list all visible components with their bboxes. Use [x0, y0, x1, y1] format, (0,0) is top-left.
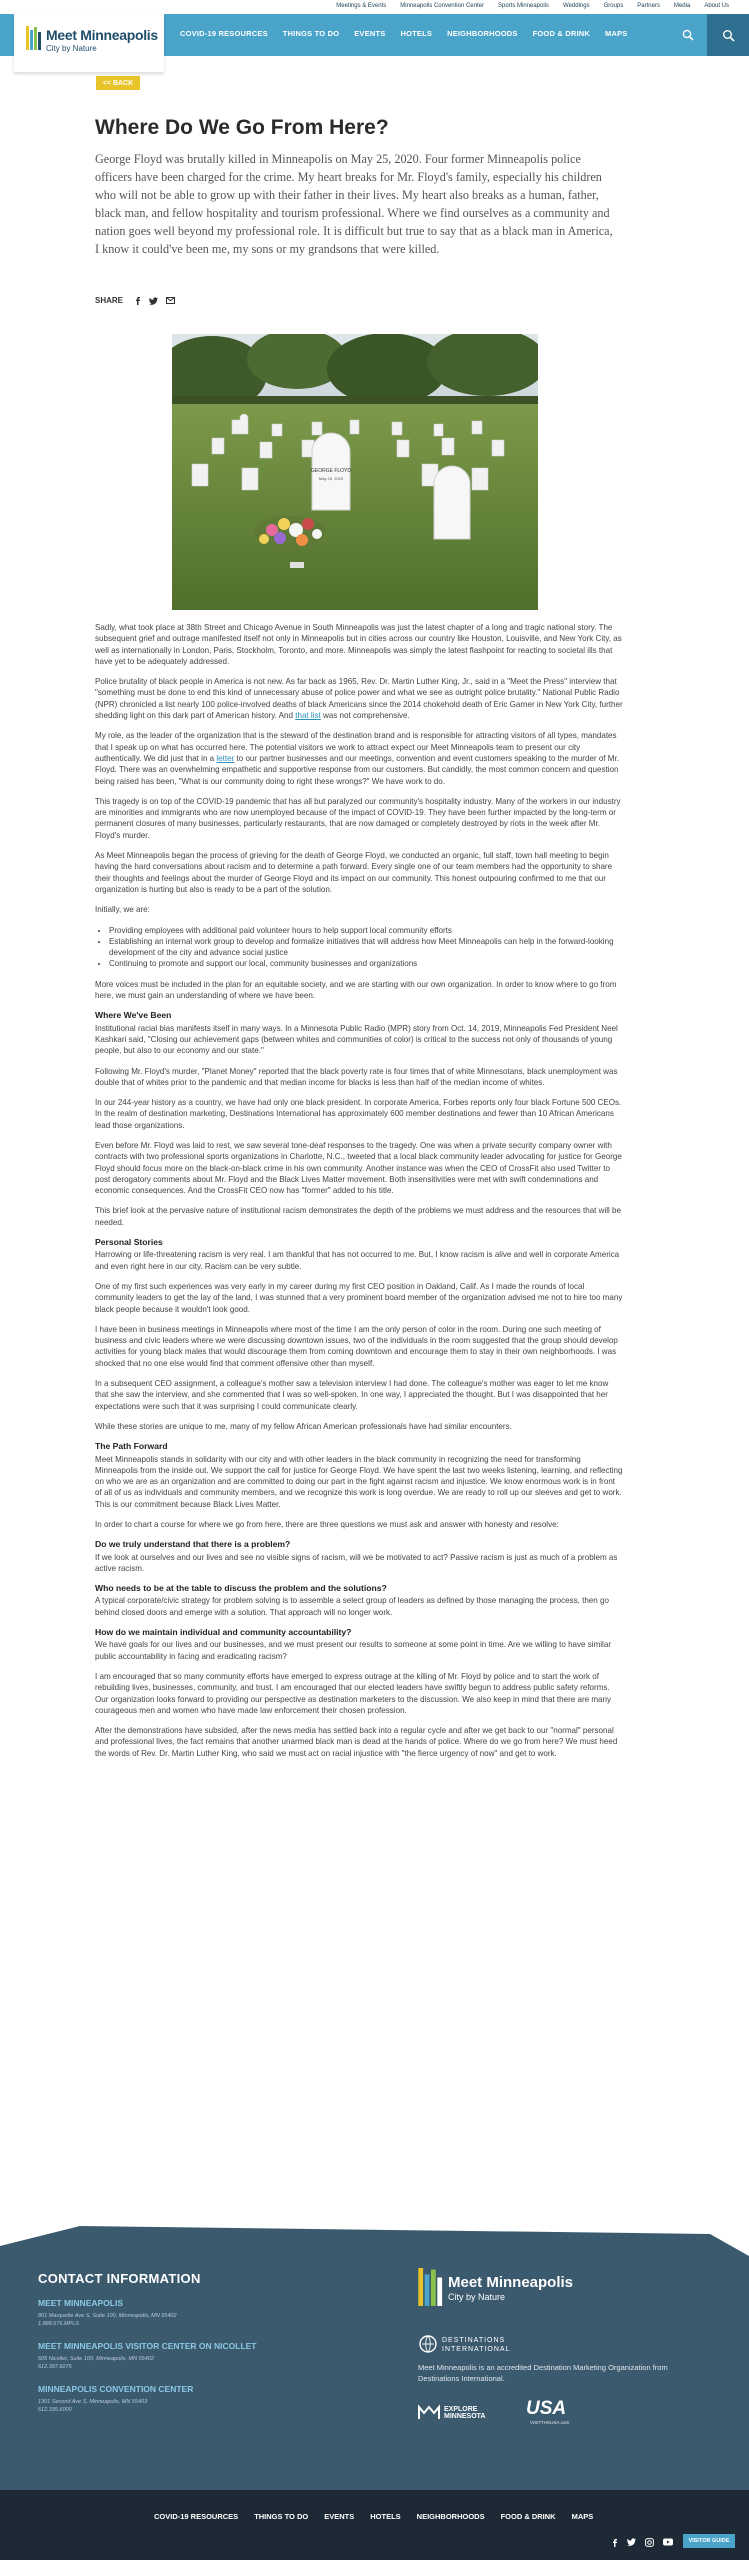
back-button[interactable]: << BACK [96, 76, 140, 90]
contact-block [38, 2298, 257, 2327]
utility-link-convention-center[interactable]: Minneapolis Convention Center [400, 3, 484, 9]
accreditation-text: Meet Minneapolis is an accredited Destination Marketing Organization from Destinations International. [418, 2363, 668, 2383]
youtube-icon[interactable] [663, 2538, 673, 2546]
article-paragraph: Institutional racial bias manifests itself in many ways. In a Minnesota Public Radio (MPR) story from Oct. 14, 2019, Minneapolis Fed President Neel Kashkari said, "Closing our achievement gaps (between whites and communities of color) is critical to the success not only of thousands of young people, but also to our economy and our state." [95, 1023, 618, 1056]
section-heading: Personal Stories [95, 1237, 163, 1248]
contact-name[interactable]: MINNEAPOLIS CONVENTION CENTER [38, 2384, 194, 2394]
logo-mark-icon [26, 26, 42, 50]
share-bar [95, 296, 175, 305]
hero-image-memorial [172, 334, 538, 610]
menu-icon [722, 29, 735, 42]
contact-address: 1301 Second Ave S, Minneapolis, MN 55403 [38, 2399, 148, 2405]
footer-nav-neighborhoods[interactable]: NEIGHBORHOODS [416, 2512, 485, 2521]
headstone-date: May 25, 2020 [318, 476, 344, 481]
utility-link-weddings[interactable]: Weddings [563, 3, 590, 9]
footer-logo-title: Meet Minneapolis [448, 2274, 574, 2291]
article-paragraph: After the demonstrations have subsided, after the news media has settled back into a regular cycle and after we get back to our "normal" personal and professional lives, the fact remains that another unarmed black man is dead at the hands of police. Where do we go from here? We must heed the words of Rev. Dr. Martin Luther King, who said we must act on racial injustice with "the fierce urgency of now" and get to work. [95, 1726, 618, 1758]
email-icon[interactable] [166, 297, 175, 304]
footer-logo-subtitle: City by Nature [448, 2292, 506, 2302]
footer-nav-food-drink[interactable]: FOOD & DRINK [500, 2512, 556, 2521]
footer-bottom-bar [0, 2490, 749, 2560]
facebook-icon[interactable] [134, 296, 141, 305]
utility-link-groups[interactable]: Groups [603, 3, 624, 9]
utility-link-media[interactable]: Media [673, 3, 691, 9]
article-paragraph: A typical corporate/civic strategy for problem solving is to assemble a select group of leaders as defined by those managing the process, then go behind closed doors and emerge with a solution. That approach will no longer work. [95, 1596, 609, 1617]
list-item: • Establishing an internal work group to develop and formalize initiatives that will address how Meet Minneapolis can help in the forward-looking development of the city and advance social justice [109, 936, 623, 959]
search-button[interactable] [669, 14, 707, 56]
question-heading: How do we maintain individual and community accountability? [95, 1627, 352, 1638]
article-paragraph: Initially, we are: [95, 905, 150, 915]
lead-paragraph: George Floyd was brutally killed in Minneapolis on May 25, 2020. Four former Minneapolis police officers have been charged for the crime. My heart breaks for Mr. Floyd's family, especially his children who will not be able to grow up with their father in their lives. My heart also breaks as a human, father, black man, and fellow hospitality and tourism professional. Where we find ourselves as a community and nation goes well beyond my professional role. It is difficult but true to say that as a black man in America, I know it could've been me, my sons or my grandsons that were killed. [95, 152, 613, 256]
nav-item-things-to-do[interactable]: THINGS TO DO [282, 29, 340, 38]
footer-nav-covid[interactable]: COVID-19 RESOURCES [154, 2512, 239, 2521]
list-item: • Continuing to promote and support our local, community businesses and organizations [109, 958, 623, 969]
article-paragraph: More voices must be included in the plan for an equitable society, and we are starting with our own organization. In order to know where to go from here, we must gain an understanding of where we have been. [95, 979, 617, 1001]
question-heading: Who needs to be at the table to discuss the problem and the solutions? [95, 1583, 387, 1594]
article-paragraph: Harrowing or life-threatening racism is very real. I am thankful that has not occurred to me. But, I know racism is alive and well in corporate America and even right here in our city. Racism can be very subtle. [95, 1250, 620, 1271]
article-body [95, 622, 623, 1768]
nav-item-hotels[interactable]: HOTELS [400, 29, 433, 38]
headstone-name: GEORGE FLOYD [310, 468, 352, 474]
contact-phone[interactable]: 612.335.6000 [38, 2407, 72, 2413]
destinations-international-text: DESTINATIONS INTERNATIONAL [442, 2337, 511, 2353]
instagram-icon[interactable] [645, 2538, 654, 2547]
nav-item-neighborhoods[interactable]: NEIGHBORHOODS [447, 29, 518, 38]
twitter-icon[interactable] [627, 2538, 636, 2546]
footer-nav-maps[interactable]: MAPS [571, 2512, 594, 2521]
contact-address: 505 Nicollet, Suite 100, Minneapolis, MN 55402 [38, 2356, 154, 2362]
utility-link-meetings[interactable]: Meetings & Events [336, 3, 387, 9]
footer-nav-things-to-do[interactable]: THINGS TO DO [254, 2512, 309, 2521]
share-label: SHARE [95, 296, 124, 305]
article-paragraph: In order to chart a course for where we go from here, there are three questions we must ask and answer with honesty and resolve: [95, 1520, 559, 1529]
facebook-icon[interactable] [611, 2538, 618, 2547]
visit-usa-subtext: VISITTHEUSA.com [530, 2420, 570, 2425]
contact-block [38, 2384, 257, 2413]
explore-minnesota-text: EXPLORE MINNESOTA [444, 2406, 486, 2420]
utility-link-partners[interactable]: Partners [637, 3, 660, 9]
explore-minnesota-logo-icon [418, 2404, 440, 2420]
article-paragraph: In our 244-year history as a country, we have had only one black president. In corporate America, Forbes reports only four black Fortune 500 CEOs. In the realm of destination marketing, Destinations International has approximately 600 member destinations and fewer than 10 African Americans lead those organizations. [95, 1098, 622, 1130]
utility-link-sports[interactable]: Sports Minneapolis [497, 3, 550, 9]
page-title: Where Do We Go From Here? [95, 116, 389, 139]
footer-nav-events[interactable]: EVENTS [324, 2512, 355, 2521]
nav-item-food-drink[interactable]: FOOD & DRINK [532, 29, 591, 38]
article-paragraph: In a subsequent CEO assignment, a colleague's mother saw a television interview I had done. The colleague's mother was eager to let me know that she saw the interview, and she commented that I was so well-spoken. In one way, I appreciated the thought. But I was disappointed that her expectations were such that it was surprising I could communicate clearly. [95, 1379, 609, 1411]
npr-list-link[interactable]: that list [295, 711, 321, 721]
section-heading: Where We've Been [95, 1010, 172, 1021]
list-item: • Providing employees with additional paid volunteer hours to help support local community efforts [109, 925, 623, 936]
contact-name[interactable]: MEET MINNEAPOLIS VISITOR CENTER ON NICOLLET [38, 2341, 257, 2351]
visit-usa-logo: USA [526, 2398, 567, 2419]
article-paragraph: I am encouraged that so many community efforts have emerged to express outrage at the killing of Mr. Floyd by police and to start the work of rebuilding lives, businesses, community, and trust. I am encouraged that our elected leaders have swiftly begun to address public safety reforms. Our organization looks forward to providing our perspective as destination marketers to the discussion. We also keep in mind that there are many courageous men and women who have made law enforcement their chosen profession. [95, 1671, 612, 1715]
logo-subtitle: City by Nature [46, 44, 97, 53]
initiatives-list [95, 925, 623, 970]
contact-title: CONTACT INFORMATION [38, 2271, 201, 2286]
article-paragraph: This brief look at the pervasive nature of institutional racism demonstrates the depth of the problems we must address and the resources that will be needed. [95, 1206, 621, 1227]
contact-phone[interactable]: 1.888.676.MPLS [38, 2321, 79, 2327]
article-paragraph: If we look at ourselves and our lives and see no visible signs of racism, will we be motivated to act? Passive racism is just as much of a problem as active racism. [95, 1552, 618, 1573]
utility-bar [0, 0, 749, 14]
social-links [611, 2538, 673, 2547]
article-paragraph: My role, as the leader of the organization that is the steward of the destination brand and is responsible for attracting visitors of all types, mandates that I speak up on what has occurred here. The potential visitors we work to attract expect our Meet Minneapolis team to present our city authentically. We did just that in a letter to our partner businesses and our meetings, convention and event customers speaking to the murder of Mr. Floyd. There was an overwhelming empathetic and supportive response from our customers. But candidly, the most common concern and question being raised has been, "What is our community doing to right these wrongs?" We have work to do. [95, 731, 619, 786]
contact-information [38, 2271, 257, 2423]
utility-link-about[interactable]: About Us [704, 3, 729, 9]
nav-item-maps[interactable]: MAPS [605, 29, 628, 38]
article-paragraph: Police brutality of black people in America is not new. As far back as 1965, Rev. Dr. Martin Luther King, Jr., said in a "Meet the Press" interview that "something must be done to end this kind of unnecessary abuse of police power and what we see as outright police brutality." National Public Radio (NPR) chronicled a list nearly 100 police-involved deaths of black Americans since the 2014 chokehold death of Eric Garner in New York City, further shedding light on this dark part of American history. And that list was not comprehensive. [95, 677, 623, 721]
memorial-photo [172, 334, 538, 610]
footer-nav [154, 2512, 593, 2521]
article-paragraph: Following Mr. Floyd's murder, "Planet Money" reported that the black poverty rate is four times that of white Minnesotans, black unemployment was double that of whites prior to the pandemic and that median income for blacks is less than half of the median income of whites. [95, 1066, 618, 1087]
twitter-icon[interactable] [149, 297, 158, 305]
nav-item-events[interactable]: EVENTS [354, 29, 386, 38]
article-paragraph: Even before Mr. Floyd was laid to rest, we saw several tone-deaf responses to the tragedy. One was when a private security company owner with contracts with two professional sports organizations in Charlotte, N.C., tweeted that a local black community leader advocating for justice for George Floyd should focus more on the black-on-black crime in his own community. Another instance was when the CEO of CrossFit also used Twitter to post derogatory comments about Mr. Floyd and the Black Lives Matter movement. Both insensitivities were met with swift condemnations and economic consequences. And the CrossFit CEO now has "former" added to his title. [95, 1140, 622, 1196]
question-heading: Do we truly understand that there is a problem? [95, 1539, 291, 1550]
article-paragraph: As Meet Minneapolis began the process of grieving for the death of George Floyd, we conducted an organic, full staff, town hall meeting to begin having the hard conversations about racism and to determine a path forward. Every single one of our team members had the opportunity to share their thoughts and feelings about the murder of George Floyd and its impact on our community. This honest outpouring confirmed to me that our organization is hurting but also is ready to be a part of the solution. [95, 851, 613, 894]
nav-items [180, 29, 627, 38]
visitor-guide-button[interactable]: VISITOR GUIDE [683, 2534, 735, 2548]
contact-block [38, 2341, 257, 2370]
menu-button[interactable] [707, 14, 749, 56]
article-paragraph: We have goals for our lives and our businesses, and we must present our results to someone at some point in time. Are we willing to have similar public accountability in facing and eradicating racism? [95, 1640, 611, 1661]
main-nav [0, 14, 749, 56]
utility-links [336, 3, 729, 9]
article-paragraph: This tragedy is on top of the COVID-19 pandemic that has all but paralyzed our community's hospitality industry. Many of the workers in our industry are minorities and immigrants who are now unemployed because of the impact of COVID-19. They have been further impacted by the long-term or permanent closures of many businesses, particularly restaurants, that are now damaged or completely destroyed by riots in the week after Mr. Floyd's murder. [95, 796, 621, 840]
search-icon [682, 29, 694, 41]
article-paragraph: Sadly, what took place at 38th Street and Chicago Avenue in South Minneapolis was just the latest chapter of a long and tragic national story. The subsequent grief and outrage manifested itself not only in Minneapolis but in cities across our country like Houston, Louisville, and New York City, as well as internationally in London, Paris, Stockholm, Toronto, and more. Minneapolis was simply the latest flashpoint for reacting to societal ills that have yet to be adequately addressed. [95, 623, 622, 666]
contact-name[interactable]: MEET MINNEAPOLIS [38, 2298, 124, 2308]
destinations-international-logo-icon [418, 2334, 438, 2354]
footer-logo-mark-icon [418, 2268, 444, 2306]
flower-pile [254, 516, 326, 548]
article-paragraph: I have been in business meetings in Minneapolis where most of the time I am the only person of color in the room. During one such meeting of business and civic leaders where we were discussing downtown issues, two of the individuals in the room suggested that the group should develop activities for young black males that would discourage them from coming downtown and encourage them to stay in their own neighborhoods. I was shocked that no one else would find that comment offensive other than myself. [95, 1324, 618, 1368]
contact-address: 801 Marquette Ave S, Suite 100, Minneapolis, MN 55402 [38, 2313, 177, 2319]
memorial-headstone [311, 433, 351, 510]
footer-nav-hotels[interactable]: HOTELS [370, 2512, 401, 2521]
article-paragraph: While these stories are unique to me, many of my fellow African American professionals have had similar encounters. [95, 1421, 512, 1431]
section-heading: The Path Forward [95, 1441, 168, 1452]
site-logo[interactable] [14, 14, 164, 72]
letter-link[interactable]: letter [216, 753, 235, 763]
article-paragraph: One of my first such experiences was very early in my career during my first CEO position in Oakland, Calif. As I made the rounds of local community leaders to get the lay of the land, I was stunned that a very prominent board member of the organization advised me not to hire too many black people because it wouldn't look good. [95, 1281, 623, 1314]
nav-item-covid[interactable]: COVID-19 RESOURCES [180, 29, 268, 38]
contact-phone[interactable]: 612.397.9275 [38, 2364, 72, 2370]
site-footer [0, 2226, 749, 2560]
logo-title: Meet Minneapolis [46, 27, 158, 43]
article-paragraph: Meet Minneapolis stands in solidarity with our city and with other leaders in the black community in recognizing the need for transforming Minneapolis from the inside out. We support the call for justice for George Floyd. We have spent the last two weeks listening, learning, and reflecting on who we are as an organization and are committed to doing our part in the fight against racism and injustice. We know enormous work is in front of all of us as individuals and community members, and we recognize this work is long overdue. We are ready to roll up our sleeves and get to work. This is our commitment because Black Lives Matter. [95, 1454, 623, 1509]
